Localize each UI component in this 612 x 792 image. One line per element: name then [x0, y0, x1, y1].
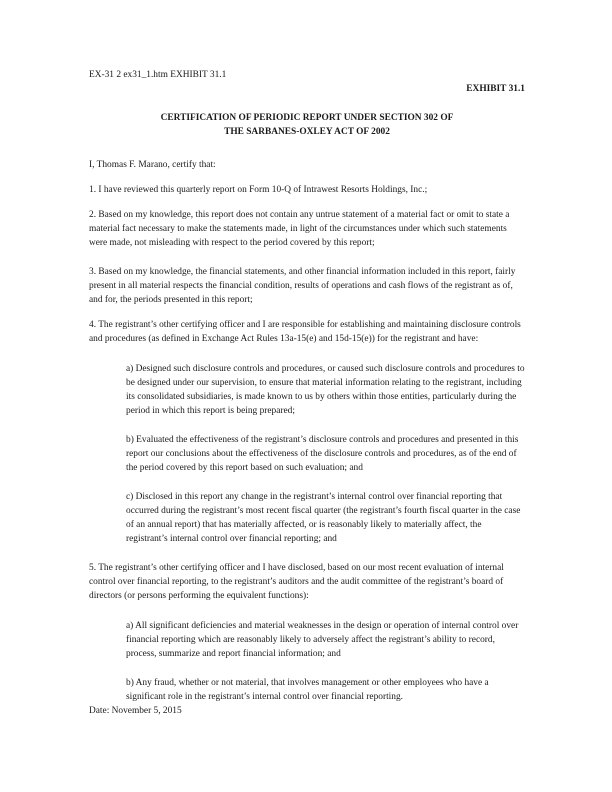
date-line: Date: November 5, 2015	[89, 706, 182, 716]
paragraph-5b: b) Any fraud, whether or not material, that involves management or other employees who have a significant role in the registrant’s internal control over financial reporting.	[126, 678, 489, 702]
paragraph-5a: a) All significant deficiencies and material weaknesses in the design or operation of internal control over financial reporting which are reasonably likely to adversely affect the registrant’s ability to record, process, summarize and report financial information; and	[126, 621, 519, 659]
intro-paragraph: I, Thomas F. Marano, certify that:	[89, 160, 216, 170]
paragraph-5: 5. The registrant’s other certifying officer and I have disclosed, based on our most recent evaluation of internal control over financial reporting, to the registrant’s auditors and the audit committee of the registrant’s board of directors (or persons performing the equivalent functions):	[89, 563, 504, 601]
document-page	[89, 68, 525, 718]
paragraph-2: 2. Based on my knowledge, this report does not contain any untrue statement of a material fact or omit to state a material fact necessary to make the statements made, in light of the circumstances under which such statements were made, not misleading with respect to the period covered by this report;	[89, 210, 510, 248]
document-title	[89, 111, 525, 139]
paragraph-3: 3. Based on my knowledge, the financial statements, and other financial information included in this report, fairly present in all material respects the financial condition, results of operations and cash flows of the registrant as of, and for, the periods presented in this report;	[89, 267, 516, 305]
paragraph-4b: b) Evaluated the effectiveness of the registrant’s disclosure controls and procedures and presented in this report our conclusions about the effectiveness of the disclosure controls and procedures, as of the end of the period covered by this report based on such evaluation; and	[126, 435, 519, 473]
title-line-1: CERTIFICATION OF PERIODIC REPORT UNDER SECTION 302 OF	[160, 113, 454, 123]
paragraph-1: 1. I have reviewed this quarterly report on Form 10-Q of Intrawest Resorts Holdings, Inc.;	[89, 185, 428, 195]
paragraph-4a: a) Designed such disclosure controls and procedures, or caused such disclosure controls and procedures to be designed under our supervision, to ensure that material information relating to the registrant, including its consolidated subsidiaries, is made known to us by others within those entities, particularly during the period in which this report is being prepared;	[126, 364, 525, 416]
paragraph-4c: c) Disclosed in this report any change in the registrant’s internal control over financial reporting that occurred during the registrant’s most recent fiscal quarter (the registrant’s fourth fiscal quarter in the case of an annual report) that has materially affected, or is reasonably likely to materially affect, the registrant’s internal control over financial reporting; and	[126, 492, 521, 544]
file-header-line: EX-31 2 ex31_1.htm EXHIBIT 31.1	[89, 70, 227, 80]
paragraph-4: 4. The registrant’s other certifying officer and I are responsible for establishing and maintaining disclosure controls and procedures (as defined in Exchange Act Rules 13a-15(e) and 15d-15(e)) for the registrant and have:	[89, 320, 521, 344]
title-line-2: THE SARBANES-OXLEY ACT OF 2002	[224, 127, 390, 137]
exhibit-label: EXHIBIT 31.1	[466, 84, 525, 94]
